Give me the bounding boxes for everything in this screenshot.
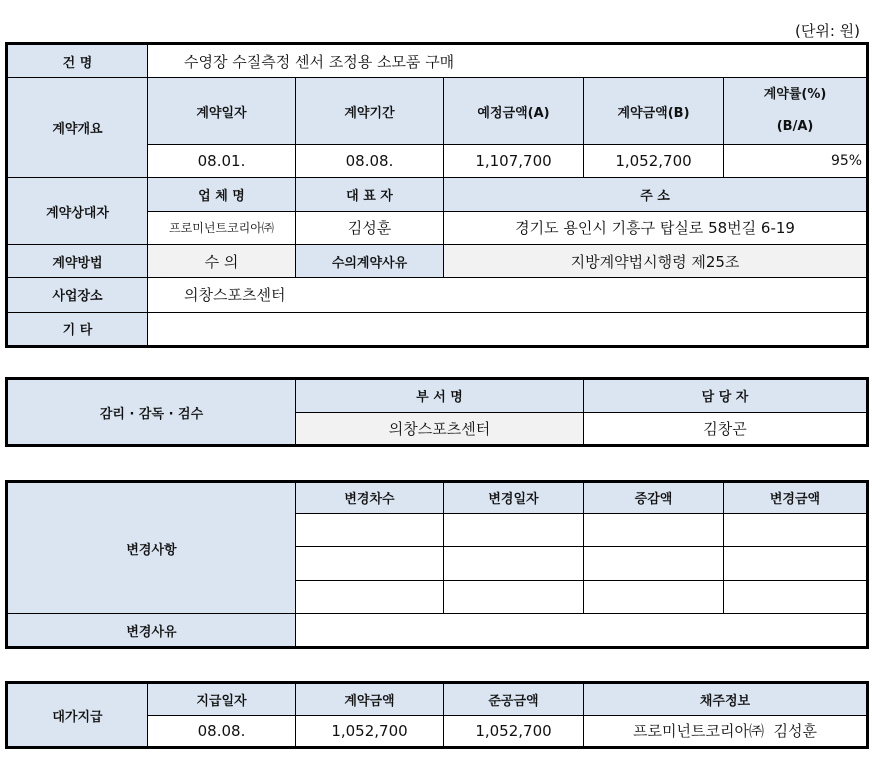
overview-label: 계약개요 [7, 78, 148, 178]
change-cell [584, 547, 724, 581]
address-value: 경기도 용인시 기흥구 탑실로 58번길 6-19 [444, 211, 868, 244]
change-delta-header: 증감액 [584, 482, 724, 514]
estimated-amount-header: 예정금액(A) [444, 78, 584, 145]
change-cell [584, 513, 724, 547]
changes-table [5, 480, 869, 649]
contract-amount-value: 1,052,700 [584, 144, 724, 177]
payment-table [5, 681, 869, 749]
changes-label: 변경사항 [7, 482, 296, 614]
creditor-info-header: 채주정보 [584, 683, 868, 716]
contract-date-header: 계약일자 [148, 78, 296, 145]
estimated-amount-value: 1,107,700 [444, 144, 584, 177]
payment-contract-amount-header: 계약금액 [296, 683, 444, 716]
contract-table [5, 42, 869, 348]
change-cell [724, 513, 868, 547]
payment-contract-amount-value: 1,052,700 [296, 715, 444, 748]
representative-header: 대 표 자 [296, 178, 444, 211]
contract-rate-header [724, 78, 868, 145]
change-cell [444, 580, 584, 614]
etc-label: 기 타 [7, 312, 148, 346]
payment-label: 대가지급 [7, 683, 148, 748]
manager-value: 김창곤 [584, 412, 868, 446]
contract-date-value: 08.01. [148, 144, 296, 177]
contract-rate-header-line1: 계약률(%) [763, 87, 827, 103]
company-name-header: 업 체 명 [148, 178, 296, 211]
site-value: 의창스포츠센터 [148, 278, 868, 312]
change-cell [296, 547, 444, 581]
manager-header: 담 당 자 [584, 379, 868, 413]
department-value: 의창스포츠센터 [296, 412, 584, 446]
supervision-label: 감리 · 감독 · 검수 [7, 379, 296, 446]
change-cell [444, 547, 584, 581]
change-amount-header: 변경금액 [724, 482, 868, 514]
contract-period-header: 계약기간 [296, 78, 444, 145]
reason-label: 수의계약사유 [296, 244, 444, 277]
supervision-table [5, 377, 869, 447]
contract-rate-value: 95% [724, 144, 868, 177]
representative-value: 김성훈 [296, 211, 444, 244]
change-reason-value [296, 614, 868, 648]
site-label: 사업장소 [7, 278, 148, 312]
payment-date-header: 지급일자 [148, 683, 296, 716]
change-cell [724, 547, 868, 581]
reason-value: 지방계약법시행령 제25조 [444, 244, 868, 277]
change-date-header: 변경일자 [444, 482, 584, 514]
change-cell [444, 513, 584, 547]
change-reason-label: 변경사유 [7, 614, 296, 648]
contract-rate-header-line2: (B/A) [776, 119, 814, 135]
address-header: 주 소 [444, 178, 868, 211]
method-value: 수 의 [148, 244, 296, 277]
payment-completion-amount-header: 준공금액 [444, 683, 584, 716]
title-value: 수영장 수질측정 센서 조정용 소모품 구매 [148, 44, 868, 78]
contract-amount-header: 계약금액(B) [584, 78, 724, 145]
contract-period-value: 08.08. [296, 144, 444, 177]
change-cell [296, 513, 444, 547]
party-label: 계약상대자 [7, 178, 148, 245]
etc-value [148, 312, 868, 346]
payment-completion-amount-value: 1,052,700 [444, 715, 584, 748]
change-cell [584, 580, 724, 614]
change-cell [296, 580, 444, 614]
unit-label: (단위: 원) [795, 22, 860, 40]
change-number-header: 변경차수 [296, 482, 444, 514]
change-cell [724, 580, 868, 614]
creditor-info-value: 프로미넌트코리아㈜ 김성훈 [584, 715, 868, 748]
title-label: 건 명 [7, 44, 148, 78]
department-header: 부 서 명 [296, 379, 584, 413]
payment-date-value: 08.08. [148, 715, 296, 748]
company-name-value: 프로미넌트코리아㈜ [148, 211, 296, 244]
method-label: 계약방법 [7, 244, 148, 277]
